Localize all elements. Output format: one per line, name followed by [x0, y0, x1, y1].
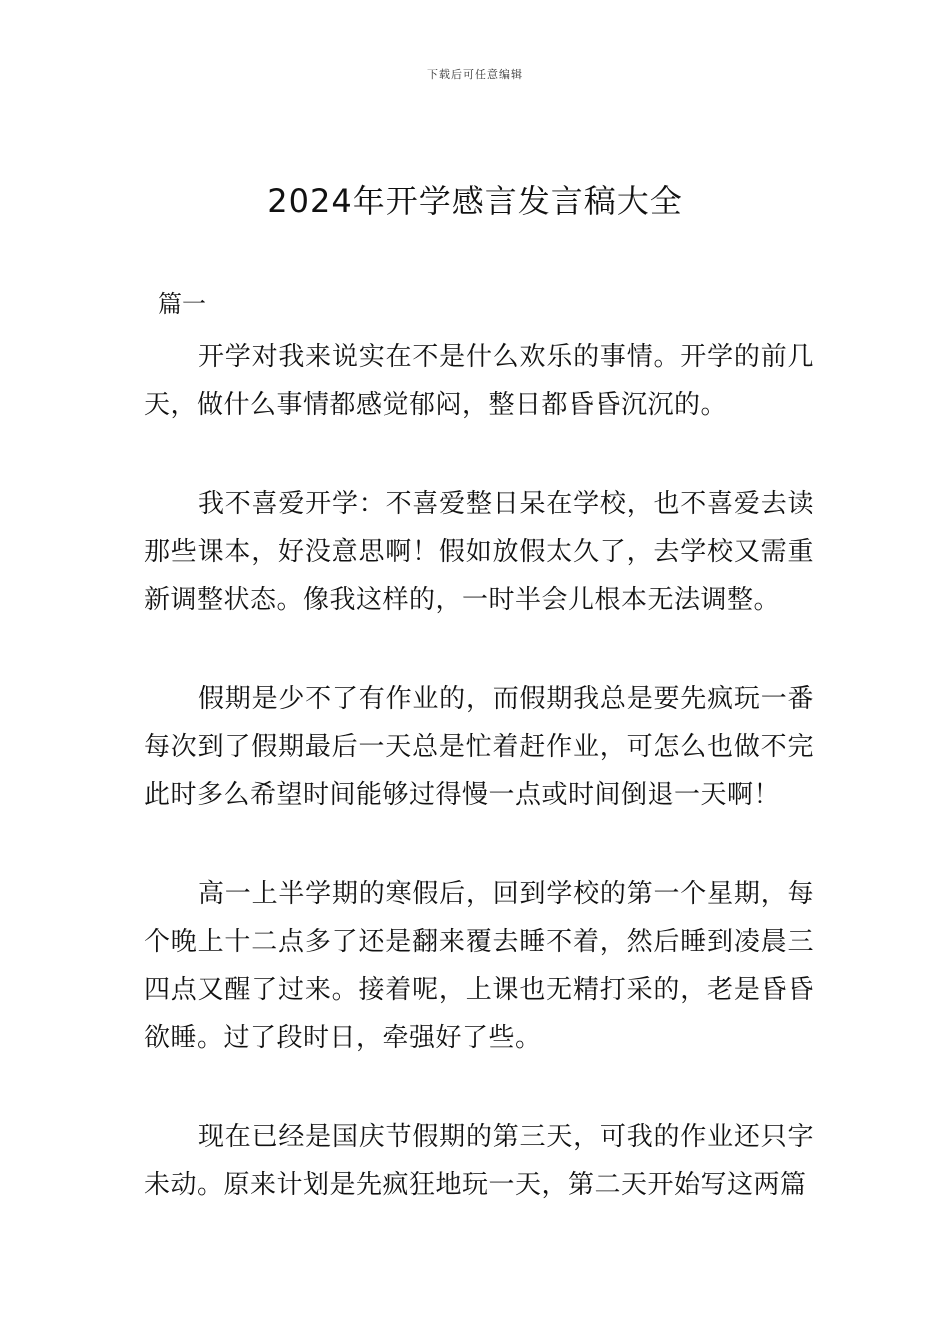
paragraph: 我不喜爱开学：不喜爱整日呆在学校，也不喜爱去读那些课本，好没意思啊！假如放假太久了，去学校又需重新调整状态。像我这样的，一时半会儿根本无法调整。 [144, 489, 814, 615]
document-title: 2024年开学感言发言稿大全 [267, 182, 683, 220]
body-text [144, 333, 814, 1260]
paragraph: 高一上半学期的寒假后，回到学校的第一个星期，每个晚上十二点多了还是翻来覆去睡不着，然后睡到凌晨三四点又醒了过来。接着呢，上课也无精打采的，老是昏昏欲睡。过了段时日，牵强好了些。 [144, 879, 814, 1053]
header-note: 下载后可任意编辑 [427, 68, 523, 81]
section-label: 篇一 [158, 290, 206, 318]
paragraph: 假期是少不了有作业的，而假期我总是要先疯玩一番每次到了假期最后一天总是忙着赶作业，可怎么也做不完此时多么希望时间能够过得慢一点或时间倒退一天啊！ [144, 684, 814, 810]
paragraph: 现在已经是国庆节假期的第三天，可我的作业还只字未动。原来计划是先疯狂地玩一天，第二天开始写这两篇 [144, 1122, 814, 1200]
paragraph: 开学对我来说实在不是什么欢乐的事情。开学的前几天，做什么事情都感觉郁闷，整日都昏昏沉沉的。 [144, 342, 814, 420]
